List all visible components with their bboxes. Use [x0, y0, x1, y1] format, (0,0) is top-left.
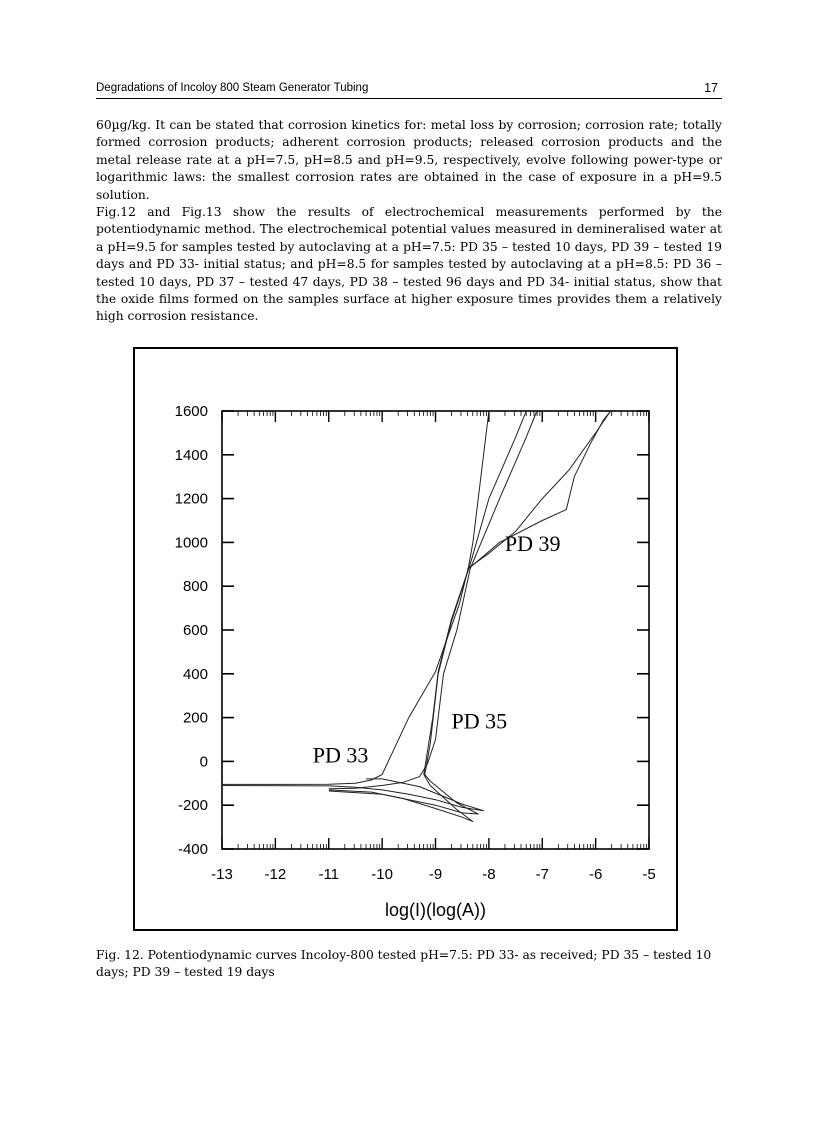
x-tick-label: -8	[482, 866, 496, 883]
y-tick-label: 1000	[174, 534, 208, 552]
y-tick-label: 1600	[174, 403, 208, 420]
curve-label: PD 39	[504, 531, 561, 557]
y-tick-label: 600	[182, 622, 208, 639]
curve-label: PD 33	[312, 742, 369, 768]
x-tick-label: -9	[428, 866, 443, 883]
x-tick-label: -5	[642, 866, 656, 883]
x-tick-label: -10	[371, 866, 393, 883]
running-title: Degradations of Incoloy 800 Steam Generator Tubing	[96, 82, 369, 94]
x-tick-label: -6	[588, 866, 603, 883]
y-tick-label: 1200	[174, 490, 208, 508]
y-tick-label: 800	[182, 578, 208, 596]
running-header	[96, 80, 722, 99]
plot-area-frame	[222, 411, 649, 849]
potentiodynamic-chart	[135, 349, 676, 929]
curve-label: PD 35	[451, 708, 508, 734]
y-tick-label: 1400	[174, 446, 208, 464]
paragraph: 60µg/kg. It can be stated that corrosion kinetics for: metal loss by corrosion; corrosion rate; totally formed corrosion products; adherent corrosion products; released corrosion products and the metal release rate at a pH=7.5, pH=8.5 and pH=9.5, respectively, evolve following power-type or logarithmic laws: the smallest corrosion rates are obtained in the case of exposure in a pH=9.5 solution.	[96, 118, 722, 202]
y-tick-label: 0	[199, 753, 208, 771]
y-tick-label: 400	[182, 665, 208, 683]
x-axis-title: log(I)(log(A))	[384, 900, 487, 920]
figure-frame	[133, 347, 678, 931]
x-tick-label: -7	[535, 866, 549, 883]
x-tick-label: -12	[264, 866, 287, 883]
paragraph: Fig.12 and Fig.13 show the results of electrochemical measurements performed by the potentiodynamic method. The electrochemical potential values measured in demineralised water at a pH=9.5 for samples tested by autoclaving at a pH=7.5: PD 35 – tested 10 days, PD 39 – tested 19 days and PD 33- initial status; and pH=8.5 for samples tested by autoclaving at a pH=8.5: PD 36 – tested 10 days, PD 37 – tested 47 days, PD 38 – tested 96 days and PD 34- initial status, show that the oxide films formed on the samples surface at higher exposure times provides them a relatively high corrosion resistance.	[96, 205, 722, 324]
curve-pd-33	[222, 411, 489, 784]
y-tick-label: 200	[182, 709, 208, 727]
x-tick-label: -11	[318, 866, 340, 883]
x-tick-label: -13	[211, 866, 233, 883]
page-number: 17	[704, 81, 718, 95]
y-tick-label: -400	[177, 841, 208, 858]
curve-pd-39	[329, 411, 611, 822]
y-tick-label: -200	[177, 797, 208, 815]
figure-caption: Fig. 12. Potentiodynamic curves Incoloy-800 tested pH=7.5: PD 33- as received; PD 35 – tested 10 days; PD 39 – tested 19 days	[96, 948, 712, 980]
body-text	[96, 117, 722, 326]
